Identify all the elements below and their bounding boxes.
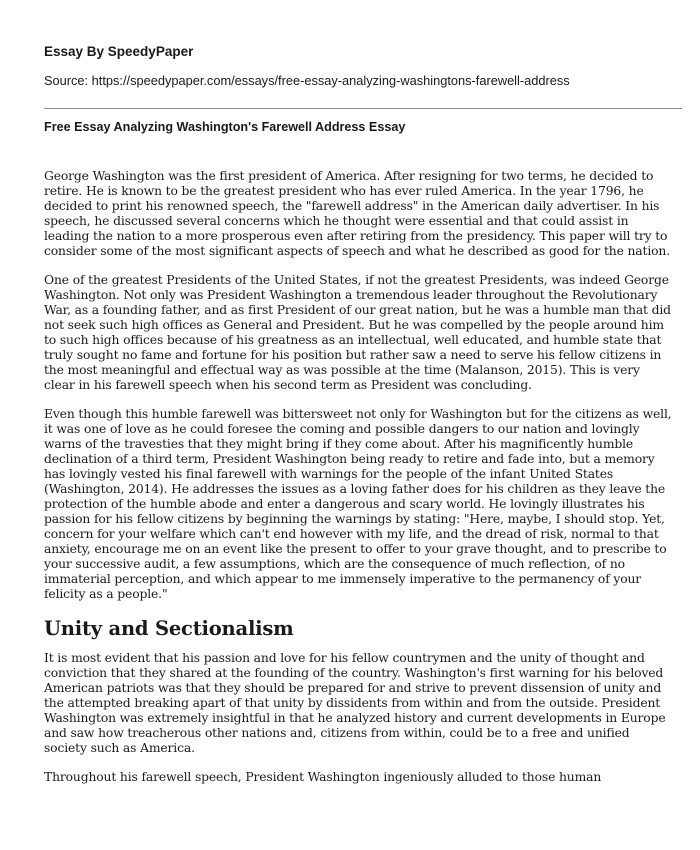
essay-body [44,169,672,799]
brand-heading: Essay By SpeedyPaper [44,44,194,59]
body-paragraph-2: One of the greatest Presidents of the United States, if not the greatest Presidents, was indeed George Washington. Not only was President Washington a tremendous leader throughout the Revolutionary War, as a founding father, and as first President of our great nation, but he was a humble man that did not seek such high offices as General and President. But he was compelled by the people around him to such high offices because of his greatness as an intellectual, well educated, and humble state that truly sought no fame and fortune for his position but rather saw a need to serve his fellow citizens in the most meaningful and effectual way as was possible at the time (Malanson, 2015). This is very clear in his farewell speech when his second term as President was concluding. [44,273,671,392]
essay-title: Free Essay Analyzing Washington's Farewell Address Essay [44,120,406,134]
source-line [44,73,570,88]
section-heading: Unity and Sectionalism [44,617,294,640]
section-paragraph-1: It is most evident that his passion and love for his fellow countrymen and the unity of thought and conviction that they shared at the founding of the country. Washington's first warning for his beloved American patriots was that they should be prepared for and strive to prevent dissension of unity and the attempted breaking apart of that unity by dissidents from within and from the outside. President Washington was extremely insightful in that he analyzed history and current developments in Europe and saw how treacherous other nations and, citizens from within, could be to a free and unified society such as America. [44,651,666,755]
body-paragraph-1: George Washington was the first president of America. After resigning for two terms, he decided to retire. He is known to be the greatest president who has ever ruled America. In the year 1796, he decided to print his renowned speech, the "farewell address" in the American daily advertiser. In his speech, he discussed several concerns which he thought were essential and that could assist in leading the nation to a more prosperous even after retiring from the presidency. This paper will try to consider some of the most significant aspects of speech and what he described as good for the nation. [44,169,670,258]
source-label: Source: [44,73,92,88]
source-link[interactable]: https://speedypaper.com/essays/free-essay-analyzing-washingtons-farewell-address [91,73,570,88]
header-divider [44,108,682,109]
section-paragraph-2: Throughout his farewell speech, President Washington ingeniously alluded to those human [44,770,602,784]
body-paragraph-3: Even though this humble farewell was bittersweet not only for Washington but for the citizens as well, it was one of love as he could foresee the coming and possible dangers to our nation and lovingly warns of the travesties that they might bring if they come about. After his magnificently humble declination of a third term, President Washington being ready to retire and fade into, but a memory has lovingly vested his final farewell with warnings for the people of the infant United States (Washington, 2014). He addresses the issues as a loving father does for his children as they leave the protection of the humble abode and enter a dangerous and scary world. He lovingly illustrates his passion for his fellow citizens by beginning the warnings by stating: "Here, maybe, I should stop. Yet, concern for your welfare which can't end however with my life, and the dread of risk, normal to that anxiety, encourage me on an event like the present to offer to your grave thought, and to prescribe to your successive audit, a few assumptions, which are the consequence of much reflection, of no immaterial perception, and which appear to me immensely imperative to the permanency of your felicity as a people." [44,407,672,601]
